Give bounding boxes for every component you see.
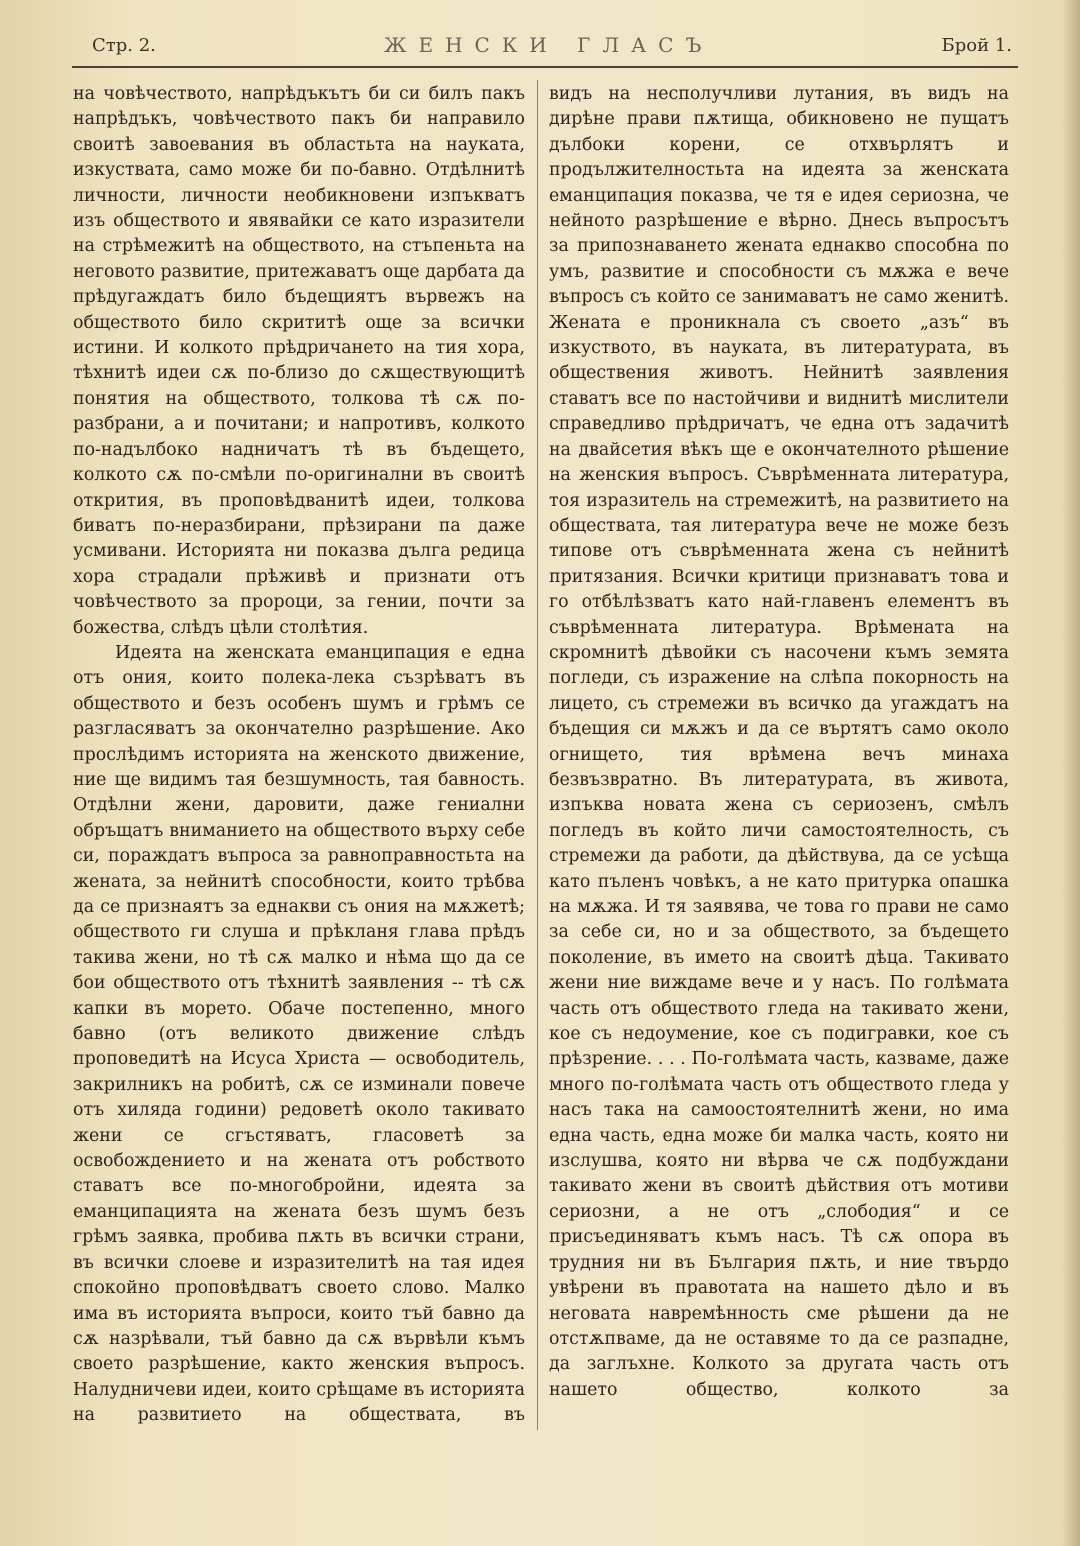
- page-number: Стр. 2.: [92, 34, 156, 56]
- newspaper-title: ЖЕНСКИ ГЛАСЪ: [384, 33, 714, 57]
- left-paragraph-2: Идеята на женската еманципация е една отъ ония, които полека-лека съзрѣватъ въ обществото и безъ особенъ шумъ и грѣмъ се разгласяватъ за окончателно разрѣшение. Ако прослѣдимъ историята на женското движение, ние ще видимъ тая безшумность, тая бавность. Отдѣлни жени, даровити, даже гениални обръщатъ вниманието на обществото върху себе си, пораждатъ въпроса за равноправностьта на жената, за нейнитѣ способности, които трѣбва да се признаятъ за еднакви съ ония на мѫжетѣ; обществото ги слуша и прѣкланя глава прѣдъ такива жени, но тѣ сѫ малко и нѣма що да се бои обществото отъ тѣхнитѣ заявления -- тѣ сѫ капки въ морето. Обаче постепенно, много бавно (отъ великото движение слѣдъ проповедитѣ на Исуса Христа — освободитель, закрилникъ на робитѣ, сѫ се изминали повече отъ хиляда години) редоветѣ около такивато жени се сгъстяватъ, гласоветѣ за освобождението и на жената отъ робството ставатъ все по-многобройни, идеята за еманципацията на жената безъ шумъ безъ грѣмъ заявка, пробива пѫть въ всички страни, въ всички слоеве и изразителитѣ на тая идея спокойно проповѣдватъ своето слово. Малко има въ историята въпроси, които тъй бавно да сѫ назрѣвали, тъй бавно да сѫ вървѣли къмъ своето разрѣшение, както женския въпросъ. Налудничеви идеи, които срѣщаме въ историята на развитието на обществата, въ: [73, 642, 525, 1426]
- left-column: [73, 82, 525, 1429]
- page-edge-shadow: [1062, 0, 1080, 1546]
- right-column: [549, 82, 1009, 1403]
- right-paragraph-1: видъ на несполучливи лутания, въ видъ на дирѣне прави пѫтища, обикновено не пущатъ дълбоки корени, се отхвърлятъ и продължителностьта на идеята за женската еманципация показва, че тя е идея сериозна, че нейното разрѣшение е вѣрно. Днесь въпросътъ за припознаването жената еднакво способна по умъ, развитие и способности съ мѫжа е вече въпросъ съ който се занимаватъ не само женитѣ. Жената е проникнала съ своето „азъ“ въ изкуството, въ науката, въ литературата, въ обществения животъ. Нейнитѣ заявления ставатъ все по настойчиви и виднитѣ мислители справедливо прѣдричатъ, че една отъ задачитѣ на двайсетия вѣкъ ще е окончателното рѣшение на женския въпросъ. Съврѣменната литература, тоя изразитель на стремежитѣ, на развитието на обществата, тая литература вече не може безъ типове отъ съврѣменната жена съ нейнитѣ притязания. Всички критици признаватъ това и го отбѣлѣзватъ като най-главенъ елементъ въ съврѣменната литература. Врѣмената на скромнитѣ дѣвойки съ насочени къмъ земята погледи, съ изражение на слѣпа покорность на лицето, съ стремежи въ всичко да угаждатъ на бъдещия си мѫжъ и да се въртятъ само около огнището, тия врѣмена вечъ минаха безвъзвратно. Въ литературата, въ живота, изпъква новата жена съ сериозенъ, смѣлъ погледъ въ който личи самостоятелность, съ стремежи да работи, да дѣйствува, да се усѣща като пъленъ човѣкъ, а не като притурка опашка на мѫжа. И тя заявява, че това го прави не само за себе си, но и за обществото, за бъдещето поколение, въ името на своитѣ дѣца. Такивато жени ние виждаме вече и у насъ. По голѣмата часть отъ обществото гледа на такивато жени, кое съ недоумение, кое съ подигравки, кое съ прѣзрение. . . . По-голѣмата часть, казваме, даже много по-голѣмата часть отъ обществото гледа у насъ така на самоостоятелнитѣ жени, но има една часть, една може би малка часть, която ни изслушва, която ни вѣрва че сѫ подбуждани такивато жени въ своитѣ дѣйствия отъ мотиви сериозни, а не отъ „слободия“ и се присъединяватъ къмъ насъ. Тѣ сѫ опора въ трудния ни въ България пѫть, и ние твърдо увѣрени въ правотата на нашето дѣло и въ неговата навремѣнность сме рѣшени да не отстѫпваме, да не оставяме то да се разпадне, да заглъхне. Колкото за другата часть отъ нашето общество, колкото за: [549, 84, 1009, 1400]
- column-divider: [537, 80, 538, 1430]
- left-paragraph-1: на човѣчеството, напрѣдъкътъ би си билъ пакъ напрѣдъкъ, човѣчеството пакъ би направило своитѣ завоевания въ областьта на науката, изкуствата, само може би по-бавно. Отдѣлнитѣ личности, личности необикновени изпъкватъ изъ обществото и явявайки се като изразители на стрѣмежитѣ на обществото, на стъпеньта на неговото развитие, притежаватъ още дарбата да прѣдугаждатъ било бъдещиятъ вървежъ на обществото било скрититѣ още за всички истини. И колкото прѣдричането на тия хора, тѣхнитѣ идеи сѫ по-близо до сѫществующитѣ понятия на обществото, толкова тѣ сѫ по-разбрани, а и почитани; и напротивъ, колкото по-надълбоко надничатъ тѣ въ бъдещето, колкото сѫ по-смѣли по-оригинални въ своитѣ открития, въ проповѣдванитѣ идеи, толкова биватъ по-неразбирани, прѣзирани па даже усмивани. Историята ни показва дълга редица хора страдали прѣживѣ и признати отъ човѣчеството за пророци, за гении, почти за божества, слѣдъ цѣли столѣтия.: [73, 84, 525, 638]
- page-header: [92, 30, 1012, 60]
- issue-number: Брой 1.: [941, 34, 1012, 56]
- header-rule: [72, 66, 1018, 68]
